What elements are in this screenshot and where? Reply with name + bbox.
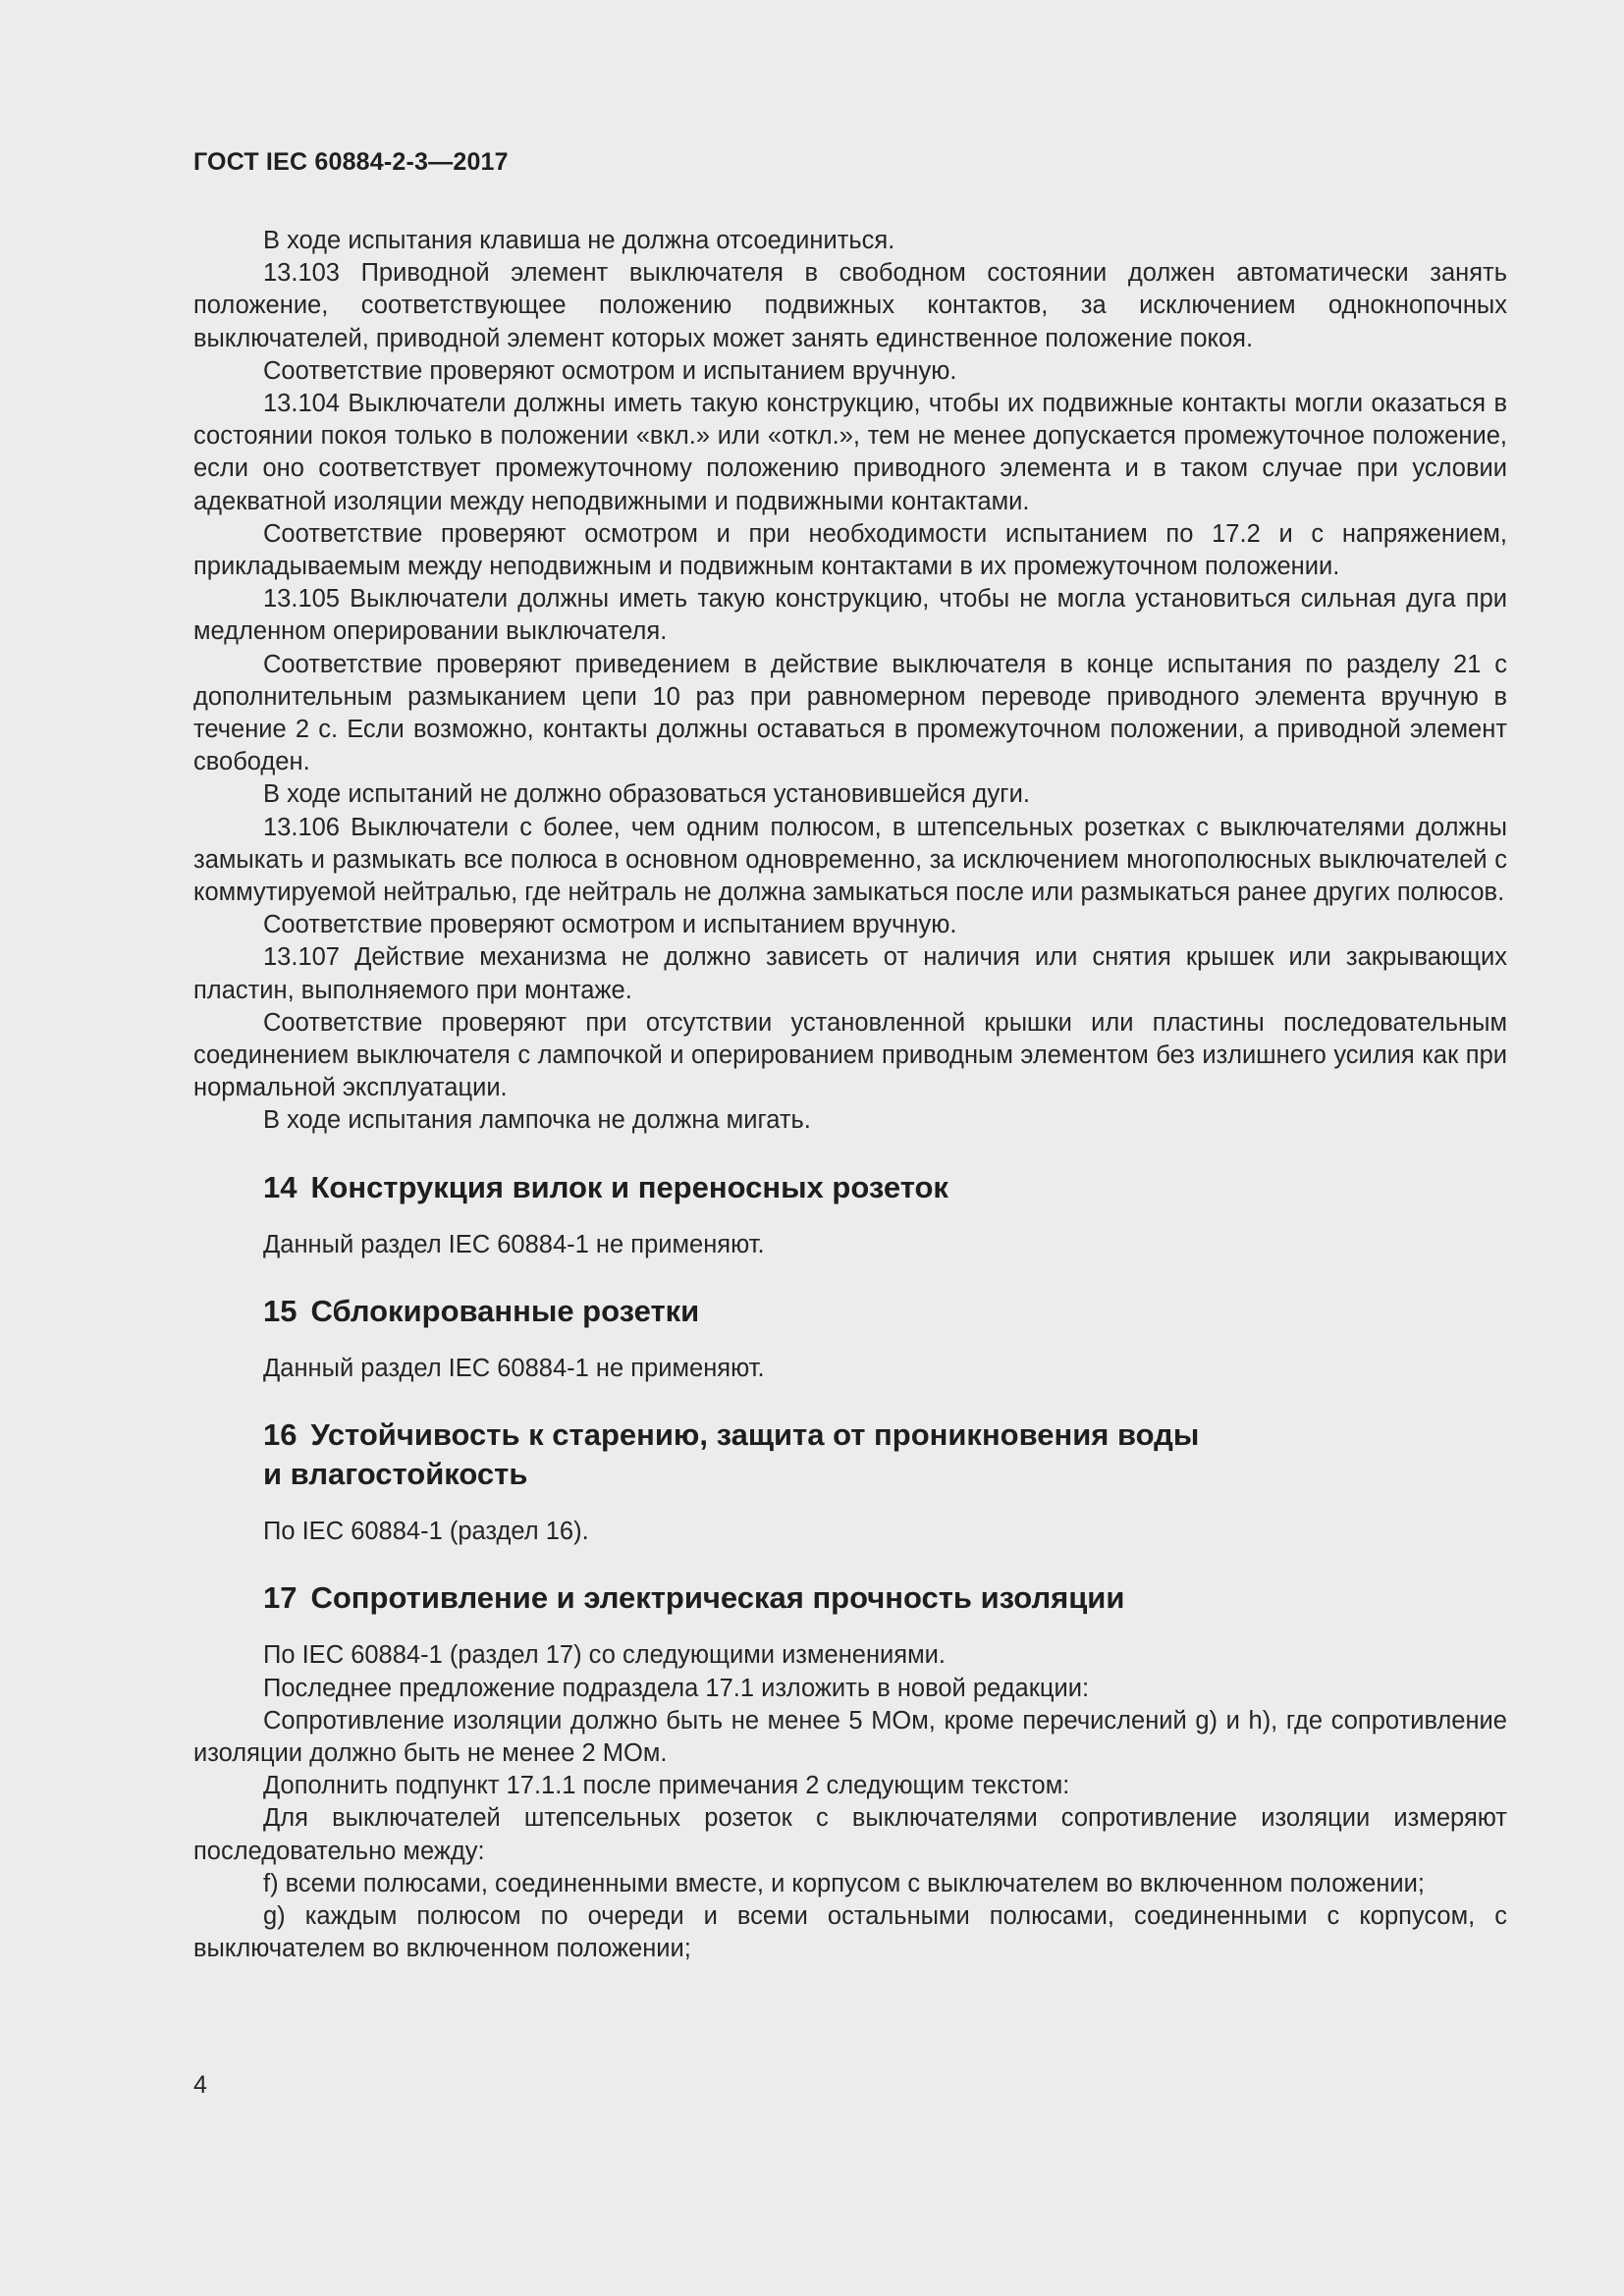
paragraph-13-107: 13.107 Действие механизма не должно зависеть от наличия или снятия крышек или закрывающих пластин, выполняемого при монтаже.: [193, 943, 1507, 1004]
paragraph: По IEC 60884-1 (раздел 17) со следующими изменениями.: [263, 1641, 946, 1670]
page-number: 4: [193, 2071, 207, 2099]
list-item-g: g) каждым полюсом по очереди и всеми остальными полюсами, соединенными с корпусом, с выключателем во включенном положении;: [193, 1901, 1507, 1963]
section-heading-17: [193, 1578, 1507, 1618]
section-title-line2: и влагостойкость: [263, 1457, 528, 1492]
paragraph-13-105: 13.105 Выключатели должны иметь такую конструкцию, чтобы не могла установиться сильная дуга при медленном оперировании выключателя.: [193, 585, 1507, 646]
paragraph-13-103: 13.103 Приводной элемент выключателя в свободном состоянии должен автоматически занять положение, соответствующее положению подвижных контактов, за исключением однокнопочных выключателей, приводной элемент которых может занять единственное положение покоя.: [193, 259, 1507, 352]
section-title: Конструкция вилок и переносных розеток: [310, 1169, 948, 1204]
paragraph: В ходе испытания клавиша не должна отсоединиться.: [263, 227, 895, 254]
section-number: 17: [263, 1580, 298, 1616]
section-heading-16: [193, 1415, 1507, 1494]
paragraph: Последнее предложение подраздела 17.1 изложить в новой редакции:: [263, 1674, 1090, 1702]
paragraph: Сопротивление изоляции должно быть не менее 5 МОм, кроме перечислений g) и h), где сопротивление изоляции должно быть не менее 2 МОм.: [193, 1706, 1507, 1767]
paragraph: Для выключателей штепсельных розеток с выключателями сопротивление изоляции измеряют последовательно между:: [193, 1804, 1507, 1865]
paragraph: Соответствие проверяют осмотром и испытанием вручную.: [263, 911, 957, 939]
section-title: Сблокированные розетки: [310, 1293, 700, 1328]
paragraph-13-106: 13.106 Выключатели с более, чем одним полюсом, в штепсельных розетках с выключателями должны замыкать и размыкать все полюса в основном одновременно, за исключением многополюсных выключателей с коммутируемой нейтралью, где нейтраль не должна замыкаться после или размыкаться ранее других полюсов.: [193, 813, 1507, 907]
paragraph: Соответствие проверяют осмотром и испытанием вручную.: [263, 356, 957, 385]
paragraph: Соответствие проверяют осмотром и при необходимости испытанием по 17.2 и с напряжением, прикладываемым между неподвижным и подвижным контактами в их промежуточном положении.: [193, 519, 1507, 581]
section-heading-14: [193, 1168, 1507, 1207]
section-title-line1: Устойчивость к старению, защита от проникновения воды: [310, 1417, 1200, 1453]
document-body: [193, 225, 1507, 1965]
list-item-f: f) всеми полюсами, соединенными вместе, и корпусом с выключателем во включенном положении;: [263, 1869, 1425, 1897]
paragraph: Соответствие проверяют при отсутствии установленной крышки или пластины последовательным соединением выключателя с лампочкой и оперированием приводным элементом без излишнего усилия как при нормальной эксплуатации.: [193, 1008, 1507, 1102]
section-number: 16: [263, 1417, 298, 1453]
paragraph: Данный раздел IEC 60884-1 не применяют.: [263, 1230, 765, 1258]
section-title: Сопротивление и электрическая прочность изоляции: [310, 1580, 1125, 1616]
document-header: ГОСТ IEC 60884-2-3—2017: [193, 148, 509, 176]
paragraph: По IEC 60884-1 (раздел 16).: [263, 1518, 589, 1546]
section-number: 14: [263, 1169, 298, 1204]
paragraph: Соответствие проверяют приведением в действие выключателя в конце испытания по разделу 21 с дополнительным размыканием цепи 10 раз при равномерном переводе приводного элемента вручную в течение 2 с. Если возможно, контакты должны оставаться в промежуточном положении, а приводной элемент свободен.: [193, 650, 1507, 776]
paragraph: В ходе испытания лампочка не должна мигать.: [263, 1106, 811, 1135]
section-number: 15: [263, 1293, 298, 1328]
paragraph: В ходе испытаний не должно образоваться установившейся дуги.: [263, 780, 1030, 809]
paragraph: Дополнить подпункт 17.1.1 после примечания 2 следующим текстом:: [263, 1772, 1070, 1800]
paragraph-13-104: 13.104 Выключатели должны иметь такую конструкцию, чтобы их подвижные контакты могли оказаться в состоянии покоя только в положении «вкл.» или «откл.», тем не менее допускается промежуточное положение, если оно соответствует промежуточному положению приводного элемента и в таком случае при условии адекватной изоляции между неподвижными и подвижными контактами.: [193, 390, 1507, 515]
paragraph: Данный раздел IEC 60884-1 не применяют.: [263, 1354, 765, 1382]
section-heading-15: [193, 1292, 1507, 1331]
